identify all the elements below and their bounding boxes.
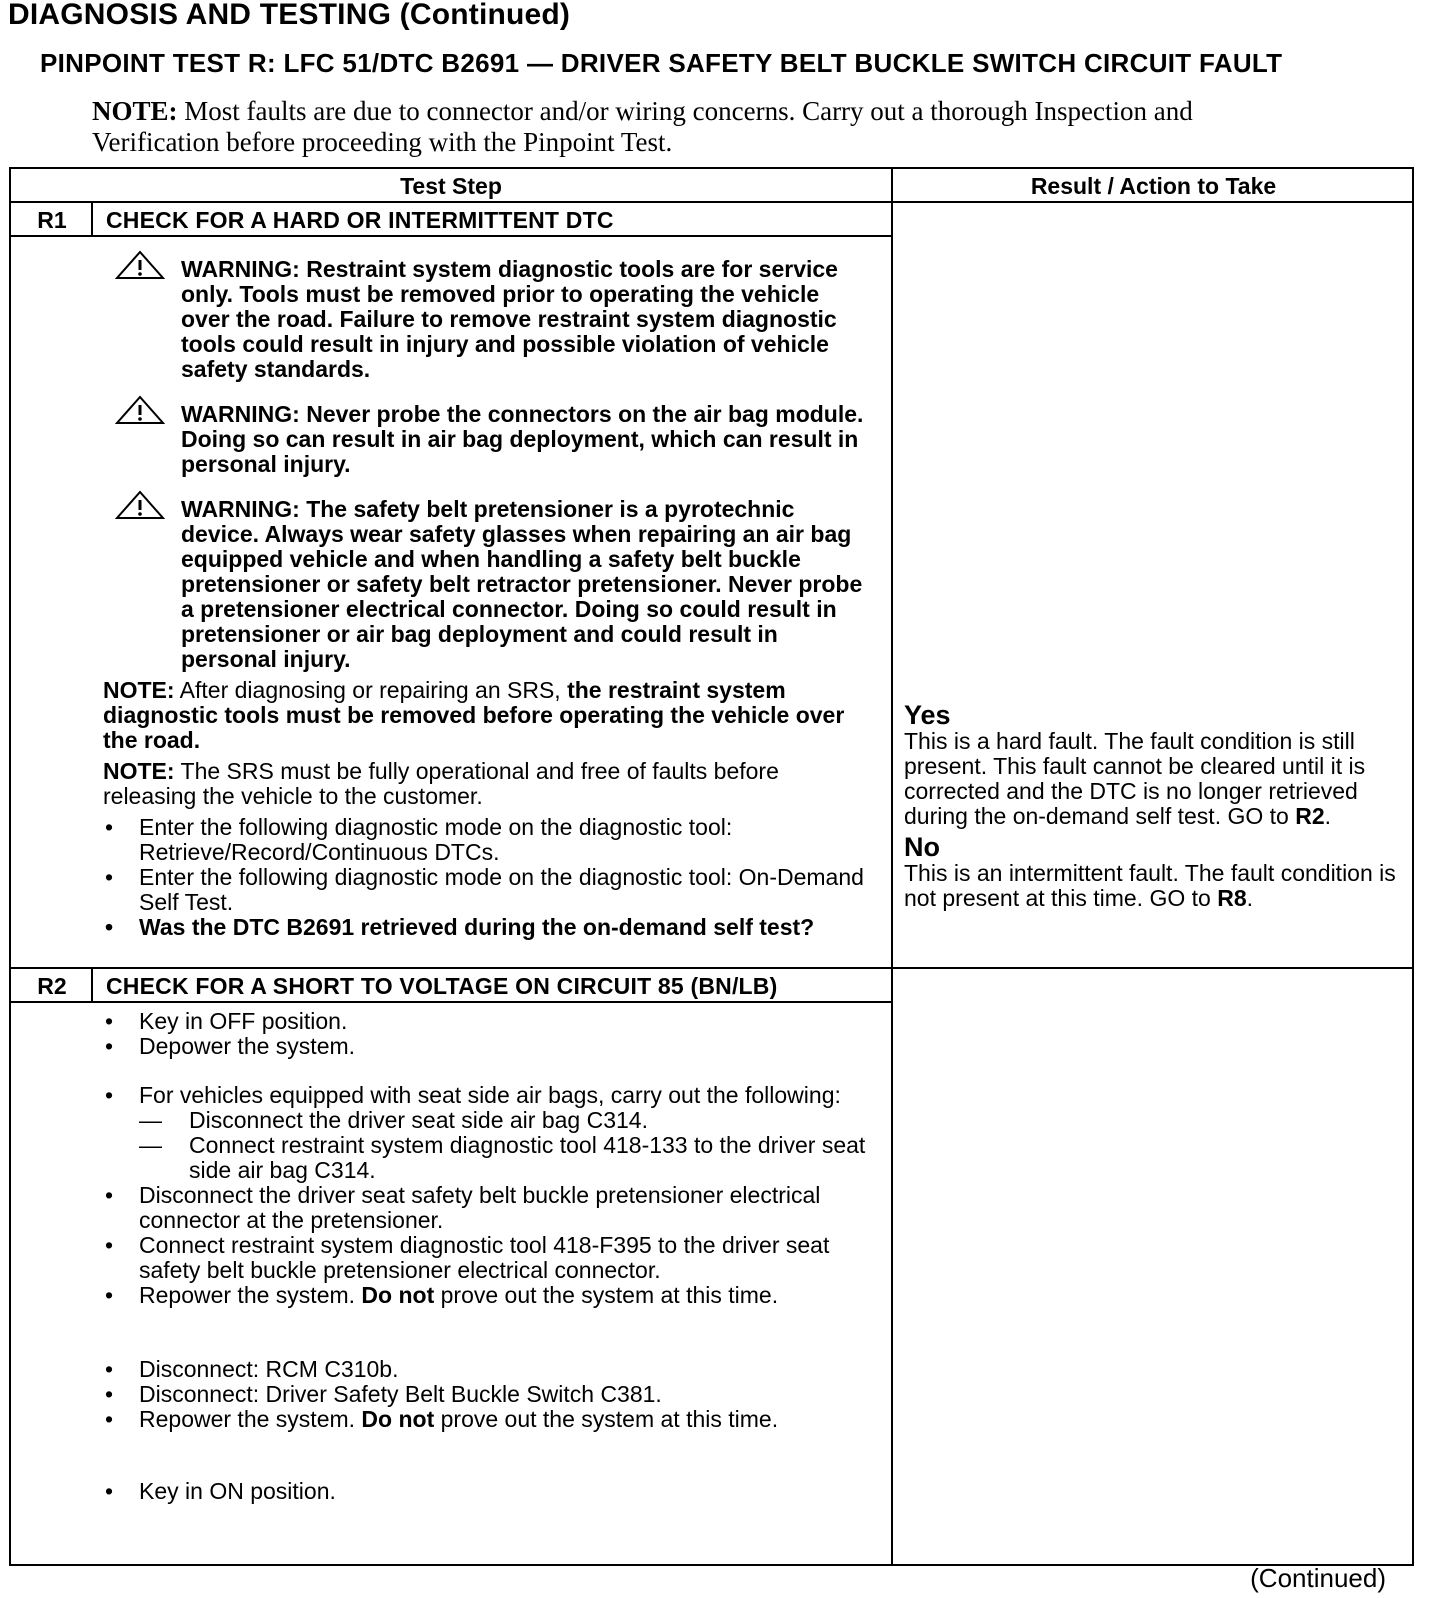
repower-rest: prove out the system at this time. [434,1282,779,1308]
result-yes-description: This is a hard fault. The fault condition is still present. This fault cannot be cleared until it is corrected and the DTC is no longer retrieved during the on-demand self test. GO to [904,728,1366,829]
warning-1-text: WARNING: Restraint system diagnostic tools are for service only. Tools must be removed prior to operating the vehicle over the road. Failure to remove restraint system diagnostic tools could result in injury and possible violation of vehicle safety standards. [181,256,838,382]
pinpoint-test-title: PINPOINT TEST R: LFC 51/DTC B2691 — DRIVER SAFETY BELT BUCKLE SWITCH CIRCUIT FAULT [40,48,1283,78]
list-item: • Connect restraint system diagnostic tool 418-F395 to the driver seat safety belt buckle pretensioner electrical connector. [103,1233,873,1283]
r2-group-3 [103,1357,873,1432]
intro-note-label: NOTE: [92,96,178,126]
r1-step-list [103,815,873,940]
seat-side-intro: For vehicles equipped with seat side air bags, carry out the following: [139,1082,841,1108]
column-divider [891,169,893,1566]
page-title: DIAGNOSIS AND TESTING (Continued) [8,0,571,31]
note-srs-operational [103,759,873,809]
goto-r8-link[interactable]: R8 [1217,885,1247,911]
repower-rest: prove out the system at this time. [434,1406,779,1432]
seat-side-substeps [139,1108,873,1183]
warning-triangle-icon [115,490,165,520]
header-result-action: Result / Action to Take [1030,173,1277,199]
list-item: • Depower the system. [103,1034,873,1059]
warning-3-text: WARNING: The safety belt pretensioner is a pyrotechnic device. Always wear safety glasses when repairing an air bag equipped vehicle and when handling a safety belt buckle pretensioner or safety belt retractor pretensioner. Never probe a pretensioner electrical connector. Doing so could result in pretensioner or air bag deployment and could result in personal injury. [181,496,863,672]
r1-title-divider [11,235,891,237]
warning-3 [103,497,873,672]
step-title-r1: CHECK FOR A HARD OR INTERMITTENT DTC [106,207,614,233]
note-label: NOTE: [103,758,175,784]
list-item [103,1083,873,1183]
header-test-step: Test Step [400,173,502,199]
result-no-text: This is an intermittent fault. The fault condition is not present at this time. GO to R8. [904,860,1396,911]
list-item: • Disconnect: Driver Safety Belt Buckle Switch C381. [103,1382,873,1407]
repower-text: Repower the system. [139,1406,362,1432]
result-no-description: This is an intermittent fault. The fault condition is not present at this time. GO to [904,860,1396,911]
result-yes-text: This is a hard fault. The fault condition is still present. This fault cannot be cleared until it is corrected and the DTC is no longer retrieved during the on-demand self test. GO to R2. [904,728,1366,829]
r2-group-4 [103,1479,873,1504]
r2-group-2 [103,1083,873,1308]
sub-list-item: — Disconnect the driver seat side air bag C314. [139,1108,873,1133]
list-item: • Enter the following diagnostic mode on the diagnostic tool: Retrieve/Record/Continuous DTCs. [103,815,873,865]
result-no-label: No [904,832,940,862]
warning-1 [103,257,873,382]
r1-question: • Was the DTC B2691 retrieved during the on-demand self test? [103,915,873,940]
goto-r2-link[interactable]: R2 [1295,803,1325,829]
r2-group-1 [103,1009,873,1059]
step-title-r2: CHECK FOR A SHORT TO VOLTAGE ON CIRCUIT 85 (BN/LB) [106,973,778,999]
list-item: • Key in ON position. [103,1479,873,1504]
list-item: • Disconnect the driver seat safety belt buckle pretensioner electrical connector at the pretensioner. [103,1183,873,1233]
warning-2 [103,402,873,477]
list-item: • Key in OFF position. [103,1009,873,1034]
list-item [103,1283,873,1308]
note-restraint-tools [103,678,873,753]
list-item [103,1407,873,1432]
result-yes-label: Yes [904,700,951,730]
step-id-r2: R2 [37,973,67,999]
step-id-r1: R1 [37,207,67,233]
r2-title-divider [11,1001,891,1003]
warning-triangle-icon [115,250,165,280]
warning-triangle-icon [115,395,165,425]
continued-label: (Continued) [1250,1563,1386,1593]
list-item: • Disconnect: RCM C310b. [103,1357,873,1382]
repower-do-not: Do not [361,1282,435,1308]
note-text: After diagnosing or repairing an SRS, [174,677,568,703]
intro-note-text: Most faults are due to connector and/or wiring concerns. Carry out a thorough Inspection and Verification before proceeding with the Pinpoint Test. [92,96,1193,157]
sub-list-item: — Connect restraint system diagnostic tool 418-133 to the driver seat side air bag C314. [139,1133,873,1183]
intro-note [92,96,1212,158]
note-text: The SRS must be fully operational and free of faults before releasing the vehicle to the customer. [103,758,779,809]
note-label: NOTE: [103,677,175,703]
note-bold-text: the restraint system diagnostic tools must be removed before operating the vehicle over the road. [103,677,845,753]
repower-do-not: Do not [361,1406,435,1432]
r1-r2-divider [11,967,1414,969]
r1-results [904,701,1404,911]
r2-test-step-body [103,1009,873,1504]
repower-text: Repower the system. [139,1282,362,1308]
pinpoint-test-table [9,167,1414,1566]
warning-2-text: WARNING: Never probe the connectors on the air bag module. Doing so can result in air bag deployment, which can result in personal injury. [181,401,864,477]
r1-test-step-body [103,257,873,940]
list-item: • Enter the following diagnostic mode on the diagnostic tool: On-Demand Self Test. [103,865,873,915]
